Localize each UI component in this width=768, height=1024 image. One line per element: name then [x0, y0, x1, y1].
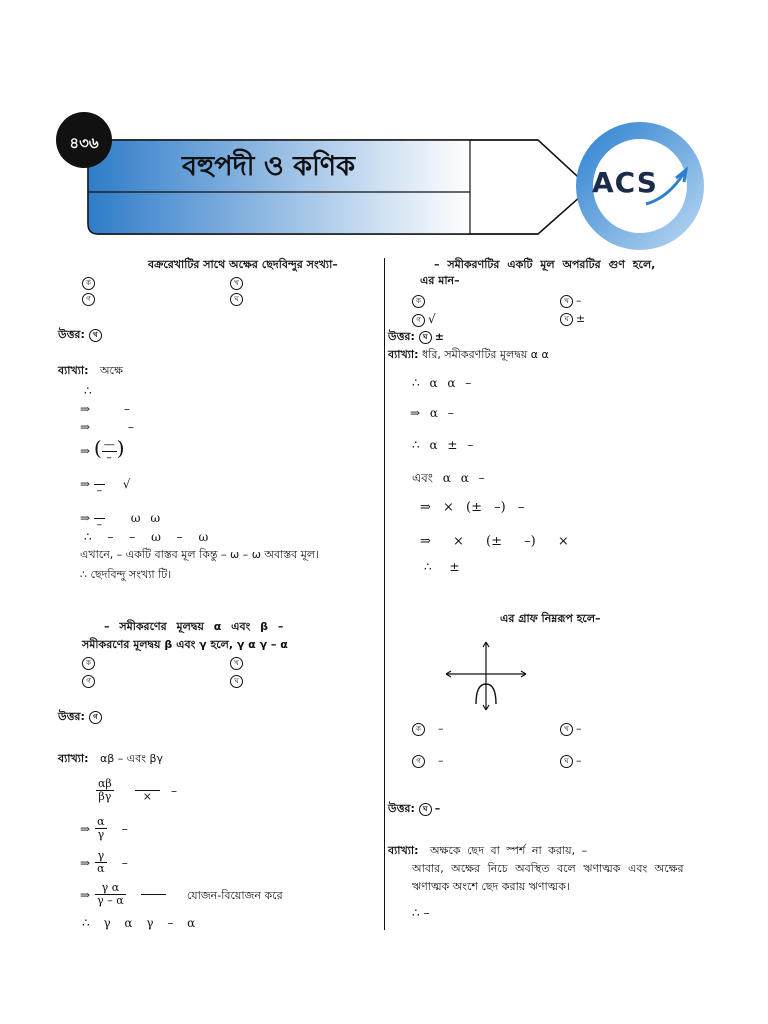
q4-option-ga[interactable]: গ – [412, 754, 444, 768]
q2-final: ∴ γ α γ – α [82, 916, 196, 930]
q3-option-ga[interactable]: গ √ [412, 312, 436, 327]
q1-step-2: ⇒ – [80, 402, 130, 416]
acs-logo-text: ACS [592, 166, 658, 199]
q4-parabola-graph [444, 640, 528, 712]
q3-step-6: ⇒ × (± –) × [420, 534, 569, 549]
q1-answer: উত্তর: খ [58, 328, 105, 342]
q1-note-2: ∴ ছেদবিন্দু সংখ্যা টি। [80, 568, 172, 581]
q3-step-7: ∴ ± [424, 560, 460, 574]
q3-stem-1: – সমীকরণটির একটি মূল অপরটির গুণ হলে, [434, 258, 656, 271]
q1-step-6: ⇒ – ω ω [80, 506, 160, 531]
q2-answer: উত্তর: গ [58, 710, 105, 724]
q4-option-kha[interactable]: খ – [560, 722, 582, 736]
q3-option-ka[interactable]: ক [412, 294, 428, 308]
q3-step-1: ∴ α α – [412, 376, 472, 390]
q4-explanation-3: ঋণাত্মক অংশে ছেদ করায় ঋণাত্মক। [412, 880, 570, 893]
q3-step-2: ⇒ α – [410, 406, 454, 420]
q2-option-kha[interactable]: খ [230, 656, 246, 670]
q1-option-gha[interactable]: ঘ [230, 292, 246, 306]
q2-option-ga[interactable]: গ [82, 674, 98, 688]
q3-step-3: ∴ α ± – [412, 438, 474, 452]
q1-step-1: ∴ [84, 384, 92, 398]
q2-stem-2: সমীকরণের মূলদ্বয় β এবং γ হলে, γ α γ – α [82, 638, 288, 651]
q1-option-kha[interactable]: খ [230, 276, 246, 290]
q1-step-3: ⇒ – [80, 420, 134, 434]
q2-frac-2: ⇒ $\frac{\alpha}{\gamma}$ – [80, 815, 128, 841]
q4-stem: এর গ্রাফ নিম্নরূপ হলে– [500, 612, 601, 625]
q1-step-7: ∴ – – ω – ω [84, 530, 209, 544]
q4-answer: উত্তর: ঘ – [388, 802, 441, 815]
q1-option-ga[interactable]: গ [82, 292, 98, 306]
q1-option-ka[interactable]: ক [82, 276, 98, 290]
q2-option-ka[interactable]: ক [82, 656, 98, 670]
q4-option-ka[interactable]: ক – [412, 722, 444, 736]
q2-option-gha[interactable]: ঘ [230, 674, 246, 688]
q4-option-gha[interactable]: ঘ – [560, 754, 582, 768]
q2-frac-4: ⇒ $\frac{\text{γ α}}{\gamma - \alpha}$ যোজন-বিয়োজন করে [80, 881, 283, 907]
q3-option-gha[interactable]: ঘ ± [560, 312, 585, 326]
q3-step-5: ⇒ × (± –) – [420, 500, 525, 515]
q1-step-4: ⇒ ( $\frac{—}{-}$ ) [80, 436, 125, 464]
q4-explanation-2: আবার, অক্ষের নিচে অবস্থিত বলে ঋণাত্মক এবং অক্ষের [412, 862, 684, 875]
q4-explanation-4: ∴ – [412, 906, 430, 920]
q2-explanation-head: ব্যাখ্যা: αβ – এবং βγ [58, 752, 164, 765]
q1-step-5: ⇒ – √ [80, 472, 130, 497]
chapter-title: বহুপদী ও কণিক [182, 151, 356, 182]
column-divider [384, 258, 385, 930]
q4-explanation-1: ব্যাখ্যা: অক্ষকে ছেদ বা স্পর্শ না করায়, – [388, 844, 588, 857]
q2-frac-1: $\frac{\alpha\beta}{\beta\gamma}$ × – [98, 777, 177, 803]
page-number: ৪৩৬ [69, 134, 99, 152]
q2-stem-1: – সমীকরণের মূলদ্বয় α এবং β – [104, 620, 284, 633]
q1-note-1: এখানে, – একটি বাস্তব মূল কিন্তু – ω – ω অবাস্তব মূল। [80, 548, 320, 561]
q3-step-4: এবং α α – [412, 471, 485, 485]
q2-frac-3: ⇒ $\frac{\gamma}{\alpha}$ – [80, 849, 128, 875]
q1-stem: বক্ররেখাটির সাথে অক্ষের ছেদবিন্দুর সংখ্যা– [148, 258, 338, 271]
q3-answer: উত্তর: ঘ ± [388, 330, 444, 343]
q3-option-kha[interactable]: খ – [560, 294, 582, 308]
q3-explanation-head: ব্যাখ্যা: ধরি, সমীকরণটির মূলদ্বয় α α [388, 348, 549, 361]
q3-stem-2: এর মান– [420, 274, 460, 287]
q1-explanation-head: ব্যাখ্যা: অক্ষে [58, 364, 123, 377]
